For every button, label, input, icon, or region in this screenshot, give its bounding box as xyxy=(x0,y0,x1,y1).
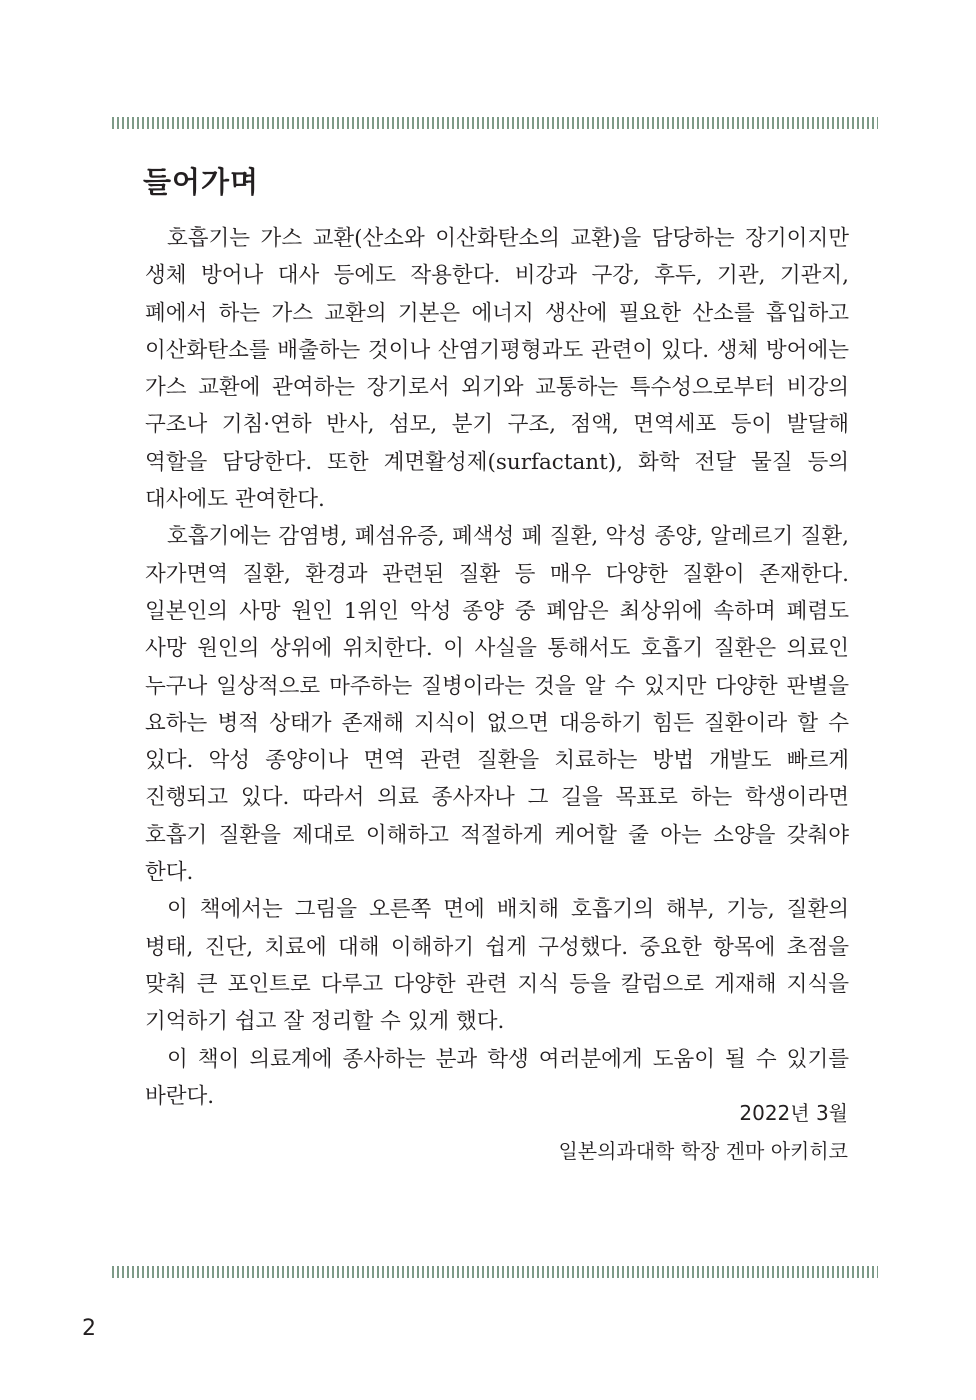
signature-date: 2022년 3월 xyxy=(739,1101,848,1125)
paragraph-2: 호흡기에는 감염병, 폐섬유증, 폐색성 폐 질환, 악성 종양, 알레르기 질환, 자가면역 질환, 환경과 관련된 질환 등 매우 다양한 질환이 존재한다. 일본인의 사망 원인 1위인 악성 종양 중 폐암은 최상위에 속하며 폐렴도 사망 원인의 상위에 위치한다. 이 사실을 통해서도 호흡기 질환은 의료인 누구나 일상적으로 마주하는 질병이라는 것을 알 수 있지만 다양한 판별을 요하는 병적 상태가 존재해 지식이 없으면 대응하기 힘든 질환이라 할 수 있다. 악성 종양이나 면역 관련 질환을 치료하는 방법 개발도 빠르게 진행되고 있다. 따라서 의료 종사자나 그 길을 목표로 하는 학생이라면 호흡기 질환을 제대로 이해하고 적절하게 케어할 줄 아는 소양을 갖춰야 한다. xyxy=(145,524,849,886)
paragraph-1: 호흡기는 가스 교환(산소와 이산화탄소의 교환)을 담당하는 장기이지만 생체 방어나 대사 등에도 작용한다. 비강과 구강, 후두, 기관, 기관지, 폐에서 하는 가스 교환의 기본은 에너지 생산에 필요한 산소를 흡입하고 이산화탄소를 배출하는 것이나 산염기평형과도 관련이 있다. 생체 방어에는 가스 교환에 관여하는 장기로서 외기와 교통하는 특수성으로부터 비강의 구조나 기침·연하 반사, 섬모, 분기 구조, 점액, 면역세포 등이 발달해 역할을 담당한다. 또한 계면활성제(surfactant), 화학 전달 물질 등의 대사에도 관여한다. xyxy=(145,226,849,513)
page-number: 2 xyxy=(82,1316,96,1341)
paragraph-4: 이 책이 의료계에 종사하는 분과 학생 여러분에게 도움이 될 수 있기를 바란다. xyxy=(145,1046,849,1109)
paragraph-3: 이 책에서는 그림을 오른쪽 면에 배치해 호흡기의 해부, 기능, 질환의 병태, 진단, 치료에 대해 이해하기 쉽게 구성했다. 중요한 항목에 초점을 맞춰 큰 포인트로 다루고 다양한 관련 지식 등을 칼럼으로 게재해 지식을 기억하기 쉽고 잘 정리할 수 있게 했다. xyxy=(145,897,849,1035)
section-heading: 들어가며 xyxy=(143,165,260,199)
top-decorative-rule xyxy=(112,117,878,129)
signature-author: 일본의과대학 학장 겐마 아키히코 xyxy=(558,1139,848,1163)
signature-block xyxy=(558,1094,848,1170)
body-text xyxy=(145,220,849,1115)
bottom-decorative-rule xyxy=(112,1266,878,1278)
